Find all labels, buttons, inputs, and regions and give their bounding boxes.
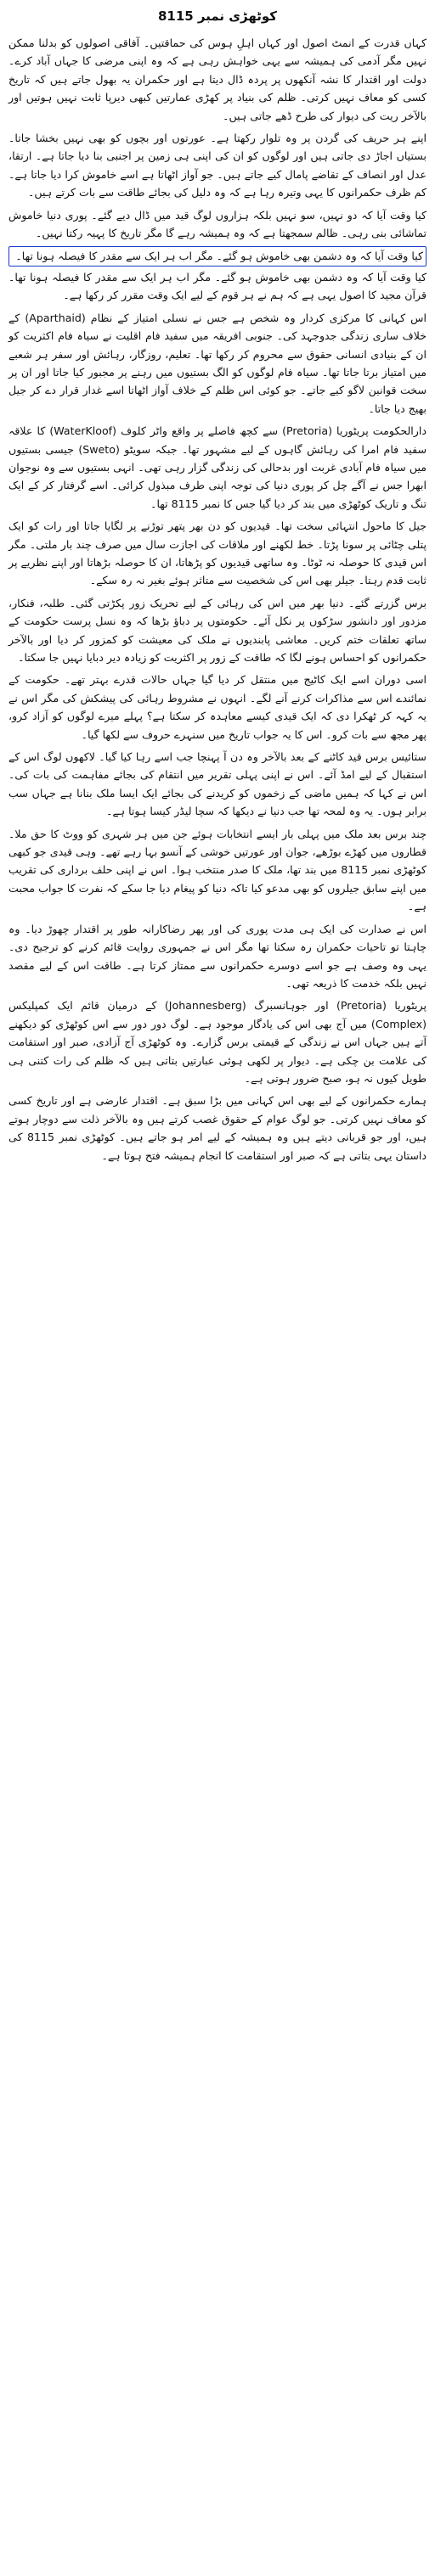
highlighted-sentence: کیا وقت آیا کہ وہ دشمن بھی خاموش ہو گئے۔ مگر اب ہر ایک سے مقدر کا فیصلہ ہونا تھا۔ bbox=[8, 246, 427, 266]
paragraph: کیا وقت آیا کہ دو نہیں، سو نہیں بلکہ ہزاروں لوگ قید میں ڈال دیے گئے۔ پوری دنیا خاموش تماشائی بنی رہی۔ ظالم سمجھتا ہے کہ وہ ہمیشہ رہے گا مگر تاریخ کا پہیہ رکتا نہیں۔ bbox=[8, 208, 427, 240]
paragraph: اس کہانی کا مرکزی کردار وہ شخص ہے جس نے نسلی امتیاز کے نظام (Aparthaid) کے خلاف ساری زندگی جدوجہد کی۔ جنوبی افریقہ میں سفید فام اقلیت نے سیاہ فام اکثریت کو ان کے بنیادی انسانی حقوق سے محروم کر رکھا تھا۔ تعلیم، روزگار، رہائش اور سفر ہر شعبے میں امتیاز برتا جاتا تھا۔ سیاہ فام لوگوں کو الگ بستیوں میں رہنے پر مجبور کیا جاتا اور ان پر سخت قوانین لاگو کیے جاتے۔ جو کوئی اس ظلم کے خلاف آواز اٹھاتا اسے غدار قرار دے کر جیل بھیج دیا جاتا۔ bbox=[8, 311, 427, 415]
paragraph bbox=[8, 246, 427, 304]
paragraph: پریٹوریا (Pretoria) اور جوہانسبرگ (Johannesberg) کے درمیان قائم ایک کمپلیکس (Complex) میں آج بھی اس کی یادگار موجود ہے۔ لوگ دور دور سے اس کوٹھڑی کو دیکھنے آتے ہیں جہاں اس نے زندگی کے قیمتی برس گزارے۔ وہ کوٹھڑی آج آزادی، صبر اور استقامت کی علامت بن چکی ہے۔ دیوار پر لکھی ہوئی عبارتیں بتاتی ہیں کہ ظلم کی رات کتنی ہی طویل کیوں نہ ہو، صبح ضرور ہوتی ہے۔ bbox=[8, 999, 427, 1085]
paragraph: کہاں قدرت کے انمٹ اصول اور کہاں اہلِ ہوس کی حماقتیں۔ آفاقی اصولوں کو بدلنا ممکن نہیں مگر آدمی کی ہمیشہ سے یہی خواہش رہی ہے کہ وہ اپنی مرضی کا جہاں آباد کرے۔ دولت اور اقتدار کا نشہ آنکھوں پر پردہ ڈال دیتا ہے اور حکمران یہ بھول جاتے ہیں کہ تاریخ کسی کو معاف نہیں کرتی۔ ظلم کی بنیاد پر کھڑی عمارتیں کبھی دیرپا ثابت نہیں ہوتیں اور بالآخر ریت کی دیوار کی طرح ڈھے جاتی ہیں۔ bbox=[8, 36, 427, 122]
paragraph: چند برس بعد ملک میں پہلی بار ایسے انتخابات ہوئے جن میں ہر شہری کو ووٹ کا حق ملا۔ قطاروں میں کھڑے بوڑھے، جوان اور عورتیں خوشی کے آنسو بہا رہے تھے۔ وہی قیدی جو کبھی کوٹھڑی نمبر 8115 میں بند تھا، ملک کا صدر منتخب ہوا۔ اس نے اپنی حلف برداری کی تقریب میں اپنے سابق جیلروں کو بھی مدعو کیا تاکہ دنیا کو پیغام دیا جا سکے کہ نفرت کا جواب محبت ہے۔ bbox=[8, 827, 427, 913]
paragraph: برس گزرتے گئے۔ دنیا بھر میں اس کی رہائی کے لیے تحریک زور پکڑتی گئی۔ طلبہ، فنکار، مزدور اور دانشور سڑکوں پر نکل آئے۔ حکومتوں پر دباؤ بڑھا کہ وہ نسل پرست حکومت کے ساتھ تعلقات ختم کریں۔ معاشی پابندیوں نے ملک کی معیشت کو کمزور کر دیا اور بالآخر حکمرانوں کو احساس ہونے لگا کہ طاقت کے زور پر اکثریت کو زیادہ دیر دبایا نہیں جا سکتا۔ bbox=[8, 596, 427, 664]
paragraph: اسی دوران اسے ایک کاٹیج میں منتقل کر دیا گیا جہاں حالات قدرے بہتر تھے۔ حکومت کے نمائندے اس سے مذاکرات کرنے آنے لگے۔ انہوں نے مشروط رہائی کی پیشکش کی مگر اس نے یہ کہہ کر ٹھکرا دی کہ ایک قیدی کیسے معاہدہ کر سکتا ہے؟ پہلے میرے لوگوں کو آزاد کرو، پھر مجھ سے بات کرو۔ اس کا یہ جواب تاریخ میں سنہرے حروف سے لکھا گیا۔ bbox=[8, 673, 427, 741]
paragraph-text: کیا وقت آیا کہ وہ دشمن بھی خاموش ہو گئے۔ مگر اب ہر ایک سے مقدر کا فیصلہ ہونا تھا۔ قرآن مجید کا اصول یہی ہے کہ ہم نے ہر قوم کے لیے ایک وقت مقرر کر رکھا ہے۔ bbox=[8, 270, 427, 302]
paragraph: اپنے ہر حریف کی گردن پر وہ تلوار رکھتا ہے۔ عورتوں اور بچوں کو بھی نہیں بخشا جاتا۔ بستیاں اجاڑ دی جاتی ہیں اور لوگوں کو ان کی اپنی ہی زمین پر اجنبی بنا دیا جاتا ہے۔ ارتقا، عدل اور انصاف کے تقاضے پامال کیے جاتے ہیں۔ جو آواز اٹھاتا ہے اسے خاموش کرا دیا جاتا ہے۔ کم ظرف حکمرانوں کا یہی وتیرہ رہا ہے کہ وہ دلیل کی بجائے طاقت سے بات کرتے ہیں۔ bbox=[8, 132, 427, 199]
article-title: کوٹھڑی نمبر 8115 bbox=[157, 8, 278, 24]
paragraph: ستائیس برس قید کاٹنے کے بعد بالآخر وہ دن آ پہنچا جب اسے رہا کیا گیا۔ لاکھوں لوگ اس کے استقبال کے لیے امڈ آئے۔ اس نے اپنی پہلی تقریر میں انتقام کی بجائے مفاہمت کی بات کی۔ اس نے کہا کہ ہمیں ماضی کے زخموں کو کریدنے کی بجائے ایک ایسا ملک بنانا ہے جہاں سب برابر ہوں۔ یہ وہ لمحہ تھا جب دنیا نے دیکھا کہ سچا لیڈر کیسا ہوتا ہے۔ bbox=[8, 750, 427, 818]
paragraph: اس نے صدارت کی ایک ہی مدت پوری کی اور پھر رضاکارانہ طور پر اقتدار چھوڑ دیا۔ وہ چاہتا تو تاحیات حکمران رہ سکتا تھا مگر اس نے جمہوری روایت قائم کرنے کو ترجیح دی۔ یہی وہ وصف ہے جو اسے دوسرے حکمرانوں سے ممتاز کرتا ہے۔ طاقت اس کے لیے مقصد نہیں بلکہ خدمت کا ذریعہ تھی۔ bbox=[8, 922, 427, 990]
paragraph: دارالحکومت پریٹوریا (Pretoria) سے کچھ فاصلے پر واقع واٹر کلوف (WaterKloof) کا علاقہ سفید فام امرا کی رہائش گاہوں کے لیے مشہور تھا۔ جبکہ سویٹو (Sweto) جیسی بستیوں میں سیاہ فام آبادی غربت اور بدحالی کی زندگی گزار رہی تھی۔ انہی بستیوں سے وہ نوجوان ابھرا جس نے آگے چل کر پوری دنیا کی توجہ اپنی طرف مبذول کرائی۔ اسے گرفتار کر کے ایک تنگ و تاریک کوٹھڑی میں بند کر دیا گیا جس کا نمبر 8115 تھا۔ bbox=[8, 424, 427, 510]
article-body bbox=[8, 34, 427, 1165]
paragraph: ہمارے حکمرانوں کے لیے بھی اس کہانی میں بڑا سبق ہے۔ اقتدار عارضی ہے اور تاریخ کسی کو معاف نہیں کرتی۔ جو لوگ عوام کے حقوق غصب کرتے ہیں وہ بالآخر ذلت سے دوچار ہوتے ہیں، اور جو قربانی دیتے ہیں وہ ہمیشہ کے لیے امر ہو جاتے ہیں۔ کوٹھڑی نمبر 8115 کی داستان یہی بتاتی ہے کہ صبر اور استقامت کا انجام ہمیشہ فتح ہوتا ہے۔ bbox=[8, 1094, 427, 1162]
paragraph: جیل کا ماحول انتہائی سخت تھا۔ قیدیوں کو دن بھر پتھر توڑنے پر لگایا جاتا اور رات کو ایک پتلی چٹائی پر سونا پڑتا۔ خط لکھنے اور ملاقات کی اجازت سال میں صرف چند بار ملتی۔ مگر اس قیدی کا حوصلہ نہ ٹوٹا۔ وہ ساتھی قیدیوں کو پڑھاتا، ان کا حوصلہ بڑھاتا اور اپنے نظریے پر ثابت قدم رہتا۔ جیلر بھی اس کی شخصیت سے متاثر ہوئے بغیر نہ رہ سکے۔ bbox=[8, 519, 427, 587]
